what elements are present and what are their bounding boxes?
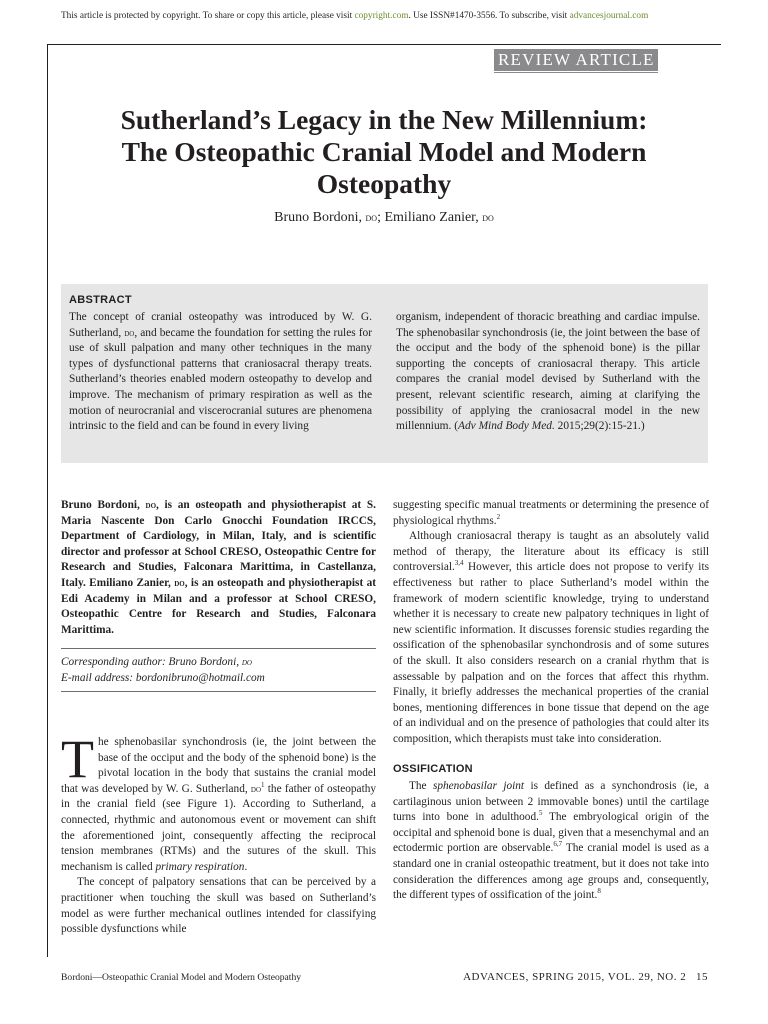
footer-journal-info [440, 971, 708, 983]
author-bio [61, 498, 376, 638]
reference-sup[interactable]: 5 [538, 809, 543, 818]
corresponding-degree: do [241, 657, 252, 668]
abstract-heading: ABSTRACT [69, 294, 132, 306]
author-1-degree: do [365, 210, 378, 224]
emphasis: primary respiration [155, 860, 245, 873]
page-number: 15 [696, 971, 708, 983]
label-underline [494, 72, 658, 73]
title-line-3: Osteopathy [316, 168, 452, 199]
bio-degree: do [145, 500, 157, 511]
author-1-name: Bruno Bordoni, [274, 210, 366, 225]
paragraph-text: the father of osteopathy in the cranial field (see Figure 1). According to Sutherland, a connected, rhythmic and autonomous event or movement can shift the aforementioned joint, consequently affecting the reciprocal tension membranes (RTMs) and the sutures of the skull. This mechanism is called [61, 782, 377, 873]
abstract-right-column [396, 310, 700, 435]
reference-sup[interactable]: 6,7 [553, 840, 563, 849]
paragraph-text: is defined as a synchondrosis (ie, a cartilaginous union between 2 immovable bones) until the cartilage turns into bone in adulthood. [393, 780, 710, 824]
body-column-left [61, 729, 377, 938]
paragraph-text: Although craniosacral therapy is taught as an absolutely valid method of therapy, the literature about its efficacy is still controversial. [393, 530, 709, 574]
abstract-left-column [69, 310, 372, 435]
paragraph-text: The cranial model is used as a standard one in cranial osteopathic treatment, but it does not take into consideration the differences among age groups and, consequently, the different types of ossification of the joint. [393, 842, 709, 902]
bio-text: Bruno Bordoni, [61, 499, 146, 511]
bio-text: , is an osteopath and physiotherapist at S. Maria Nascente Don Carlo Gnocchi Foundation IRCCS, Department of Cardiology, in Milan, Italy, and is scientific director and professor at School CRESO, Osteopathic Centre for Research and Studies, Falconara Marittima, in Castellanza, Italy. Emiliano Zanier, [61, 499, 376, 589]
article-type-label: REVIEW ARTICLE [494, 49, 658, 71]
bio-text: , is an osteopath and physiotherapist at Edi Academy in Milan and a professor at School CRESO, Osteopathic Centre for Research and Studies, Falconara Marittima. [61, 576, 376, 636]
degree: do [250, 783, 262, 795]
abstract-text: organism, independent of thoracic breathing and cardiac impulse. The sphenobasilar synchondrosis (ie, the joint between the base of the occiput and the body of the sphenoid bone) is the pillar supporting the concepts of craniosacral therapy. This article compares the cranial model devised by Sutherland with the present, relevant scientific research, aiming at clarifying the possibility of applying the craniosacral model in the new millennium. ( [396, 311, 700, 433]
abstract-box [61, 284, 708, 463]
citation-journal: Adv Mind Body Med. [458, 420, 555, 433]
abstract-text: , and became the foundation for setting the rules for use of skull palpation and many other techniques in the many types of dysfunctional patterns that craniosacral therapy treats. Sutherland’s theories enabled modern osteopathy to develop and improve. The mechanism of primary respiration as well as the motion of neurocranial and viscerocranial sutures are phenomena intrinsic to the field and can be found in every living [69, 326, 372, 433]
drop-cap: T [61, 729, 94, 789]
paragraph [393, 779, 709, 904]
running-title: Bordoni—Osteopathic Cranial Model and Modern Osteopathy [61, 972, 302, 983]
title-line-2: The Osteopathic Cranial Model and Modern [121, 136, 647, 167]
paragraph-text: The embryological origin of the occipital and sphenoid bone is dual, given that a mesenchymal and an ectodermic portion are observable. [393, 811, 709, 855]
divider [61, 648, 376, 649]
abstract-degree: do [124, 327, 135, 339]
author-2-degree: do [482, 210, 494, 224]
copyright-link[interactable]: copyright.com [354, 11, 409, 21]
reference-sup[interactable]: 3,4 [454, 559, 464, 568]
section-heading-ossification: OSSIFICATION [393, 762, 473, 775]
paragraph-text: . [244, 860, 248, 873]
corresponding-email[interactable]: E-mail address: bordonibruno@hotmail.com [61, 671, 265, 684]
paragraph-text: The [409, 780, 433, 793]
citation-details: 2015;29(2):15-21.) [554, 420, 645, 433]
corresponding-author [61, 655, 376, 686]
bio-degree: do [174, 577, 185, 589]
paragraph: The concept of palpatory sensations that can be perceived by a practitioner when touching the skull was based on Sutherland’s model as were further mechanical outlines intended for classifying possible dysfunctions while [61, 876, 376, 936]
author-2-name: Emiliano Zanier, [384, 210, 483, 225]
reference-sup[interactable]: 2 [496, 512, 501, 521]
paragraph-text: suggesting specific manual treatments or determining the presence of physiological rhythms. [393, 499, 709, 527]
subscribe-link[interactable]: advancesjournal.com [569, 11, 649, 21]
author-separator: ; [377, 210, 385, 225]
body-column-right [393, 498, 709, 904]
paragraph [393, 529, 709, 747]
author-list [60, 210, 708, 226]
paragraph [393, 498, 709, 529]
divider [61, 691, 376, 692]
copyright-notice [61, 11, 721, 21]
corresponding-author-name: Corresponding author: Bruno Bordoni, [61, 656, 242, 668]
reference-sup[interactable]: 1 [261, 781, 265, 790]
paragraph [61, 729, 377, 875]
copyright-text-mid: . Use ISSN#1470-3556. To subscribe, visit [408, 11, 570, 21]
abstract-text: The concept of cranial osteopathy was introduced by W. G. Sutherland, [69, 311, 372, 339]
paragraph-text: However, this article does not propose to verify its effectiveness but rather to place Sutherland’s model within the framework of modern scientific knowledge, trying to understand whether it is necessary to create new palpatory techniques in light of new scientific information. It discusses forensic studies regarding the ossification of the sphenobasilar synchondrosis and of some sutures of the skull. It also considers research on a cranial rhythm that is assessable by palpation and on the forces that affect this rhythm. Finally, it briefly addresses the mechanical properties of the cranial bones, mentioning differences in bone tissue that depend on the age of an individual and on the presence of pathologies that could alter its composition, which therapists must take into consideration. [393, 561, 709, 745]
paragraph-text: he sphenobasilar synchondrosis (ie, the joint between the base of the occiput and the body of the sphenoid bone) is the pivotal location in the body that sustains the cranial model that was developed by W. G. Sutherland, [61, 736, 376, 795]
reference-sup[interactable]: 8 [597, 887, 601, 896]
emphasis: sphenobasilar joint [432, 780, 525, 793]
journal-issue: ADVANCES, SPRING 2015, VOL. 29, NO. 2 [463, 971, 687, 983]
copyright-text: This article is protected by copyright. To share or copy this article, please visit [61, 11, 355, 21]
title-line-1: Sutherland’s Legacy in the New Millennium: [120, 104, 648, 135]
article-title [60, 104, 708, 200]
